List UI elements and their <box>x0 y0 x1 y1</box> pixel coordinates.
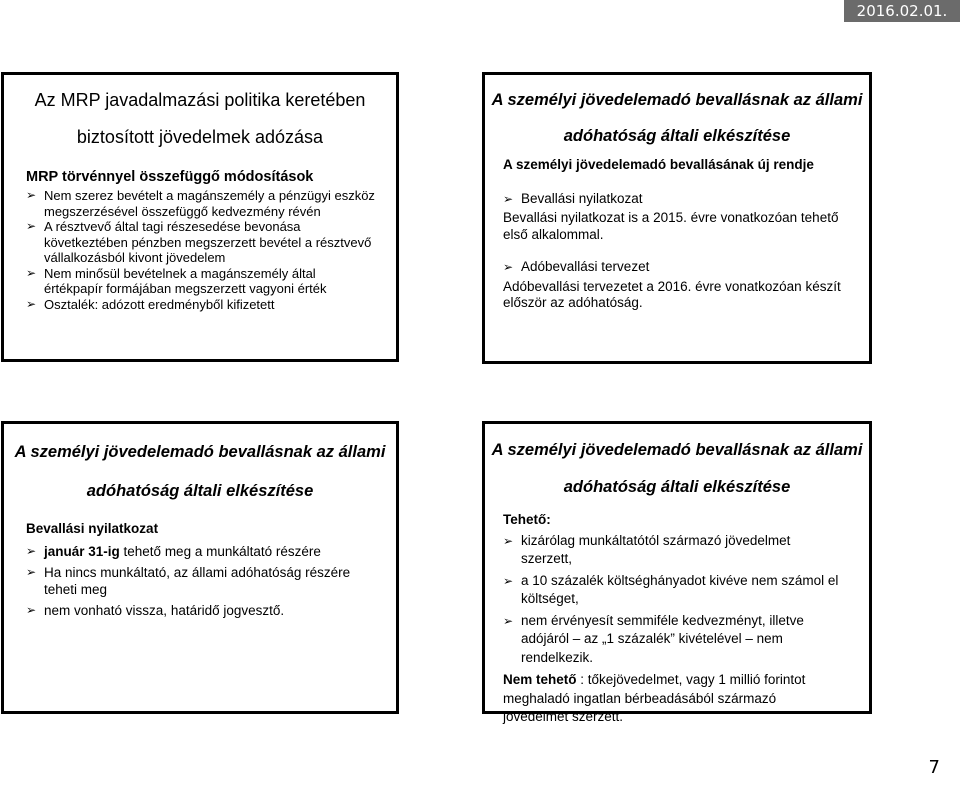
slide-title-line2: biztosított jövedelmek adózása <box>76 127 324 147</box>
bullet-text: költséget, <box>521 591 579 606</box>
paragraph: első alkalommal. <box>503 226 604 242</box>
bullet-text: teheti meg <box>44 582 108 597</box>
bullet-text: Bevallási nyilatkozat <box>521 190 643 206</box>
bullet-text: Ha nincs munkáltató, az állami adóhatóság részére <box>44 565 351 580</box>
slide-title-line1: A személyi jövedelemadó bevallásnak az állami <box>491 441 863 459</box>
slide-bevallasi-nyilatkozat <box>1 421 399 714</box>
bullet-item <box>26 188 384 219</box>
slide-title-line1: A személyi jövedelemadó bevallásnak az állami <box>491 91 863 109</box>
deadline-text: január 31-ig <box>44 544 120 559</box>
bullet-item <box>503 572 857 609</box>
bullet-text: a 10 százalék költséghányadot kivéve nem számol el <box>521 572 839 588</box>
bullet-text: Adóbevallási tervezet <box>521 259 650 274</box>
slide-title-line1: A személyi jövedelemadó bevallásnak az állami <box>14 443 386 461</box>
slide-teheto <box>482 421 872 724</box>
arrow-bullet-icon: ➢ <box>503 613 514 628</box>
arrow-bullet-icon: ➢ <box>503 191 514 206</box>
paragraph: először az adóhatóság. <box>503 295 643 310</box>
bullet-text: megszerzésével összefüggő kedvezmény révén <box>44 203 321 219</box>
bullet-text: adójáról – az „1 százalék” kivételével – nem <box>521 631 783 646</box>
arrow-bullet-icon: ➢ <box>503 573 514 588</box>
arrow-bullet-icon: ➢ <box>26 544 37 558</box>
bullet-text: kizárólag munkáltatótól származó jövedelmet <box>521 532 791 548</box>
bullet-text: rendelkezik. <box>521 649 594 665</box>
bullet-text: A résztvevő által tagi részesedése bevonása <box>44 219 301 234</box>
slide-subtitle: MRP törvénnyel összefüggő módosítások <box>26 169 314 185</box>
arrow-bullet-icon: ➢ <box>26 603 37 617</box>
bullet-item <box>26 266 384 297</box>
bullet-text: következtében pénzben megszerzett bevétel a résztvevő <box>44 234 372 250</box>
slide-title-line2: adóhatóság általi elkészítése <box>563 478 791 496</box>
arrow-bullet-icon: ➢ <box>26 296 37 311</box>
label-teheto: Tehető: <box>503 512 551 527</box>
arrow-bullet-icon: ➢ <box>503 260 514 274</box>
bullet-text: nem vonható vissza, határidő jogvesztő. <box>44 603 285 618</box>
bullet-item <box>26 602 384 619</box>
bullet-item <box>503 532 857 569</box>
slide-subtitle: A személyi jövedelemadó bevallásának új rendje <box>503 157 814 172</box>
label-nem-teheto: Nem tehető <box>503 672 577 687</box>
bullet-text: nem érvényesít semmiféle kedvezményt, illetve <box>521 612 804 628</box>
slide-title-line2: adóhatóság általi elkészítése <box>86 482 314 500</box>
paragraph: jövedelmet szerzett. <box>503 709 624 724</box>
arrow-bullet-icon: ➢ <box>26 219 37 233</box>
slide-mrp <box>1 72 399 362</box>
arrow-bullet-icon: ➢ <box>503 533 514 548</box>
slide-subtitle: Bevallási nyilatkozat <box>26 521 159 536</box>
paragraph <box>503 671 857 690</box>
paragraph: Bevallási nyilatkozat is a 2015. évre vonatkozóan tehető <box>503 210 839 225</box>
arrow-bullet-icon: ➢ <box>26 565 37 579</box>
arrow-bullet-icon: ➢ <box>26 188 37 202</box>
bullet-item <box>26 219 384 266</box>
arrow-bullet-icon: ➢ <box>26 265 37 280</box>
bullet-item <box>503 612 857 668</box>
bullet-item <box>503 259 857 276</box>
slide-bevallas-rend <box>482 72 872 364</box>
slide-title-line1: Az MRP javadalmazási politika keretében <box>34 90 366 110</box>
slide-title-line2: adóhatóság általi elkészítése <box>563 127 791 145</box>
page-number: 7 <box>928 757 940 778</box>
bullet-text: vállalkozásból kivont jövedelem <box>44 250 226 265</box>
bullet-text: szerzett, <box>521 551 573 566</box>
date-label: 2016.02.01. <box>844 0 960 22</box>
paragraph-text: : tőkejövedelmet, vagy 1 millió forintot <box>576 672 806 687</box>
bullet-item <box>26 564 384 598</box>
paragraph: meghaladó ingatlan bérbeadásából származó <box>503 690 777 706</box>
bullet-text <box>44 543 321 560</box>
paragraph: Adóbevallási tervezetet a 2016. évre vonatkozóan készít <box>503 278 841 294</box>
bullet-text-rest: tehető meg a munkáltató részére <box>119 544 321 559</box>
bullet-item <box>503 191 857 208</box>
bullet-text: Nem minősül bevételnek a magánszemély által <box>44 265 316 281</box>
bullet-text: Osztalék: adózott eredményből kifizetett <box>44 296 275 312</box>
bullet-item <box>26 297 384 313</box>
bullet-text: Nem szerez bevételt a magánszemély a pénzügyi eszköz <box>44 188 375 203</box>
bullet-text: értékpapír formájában megszerzett vagyoni érték <box>44 281 327 296</box>
bullet-item <box>26 543 384 560</box>
